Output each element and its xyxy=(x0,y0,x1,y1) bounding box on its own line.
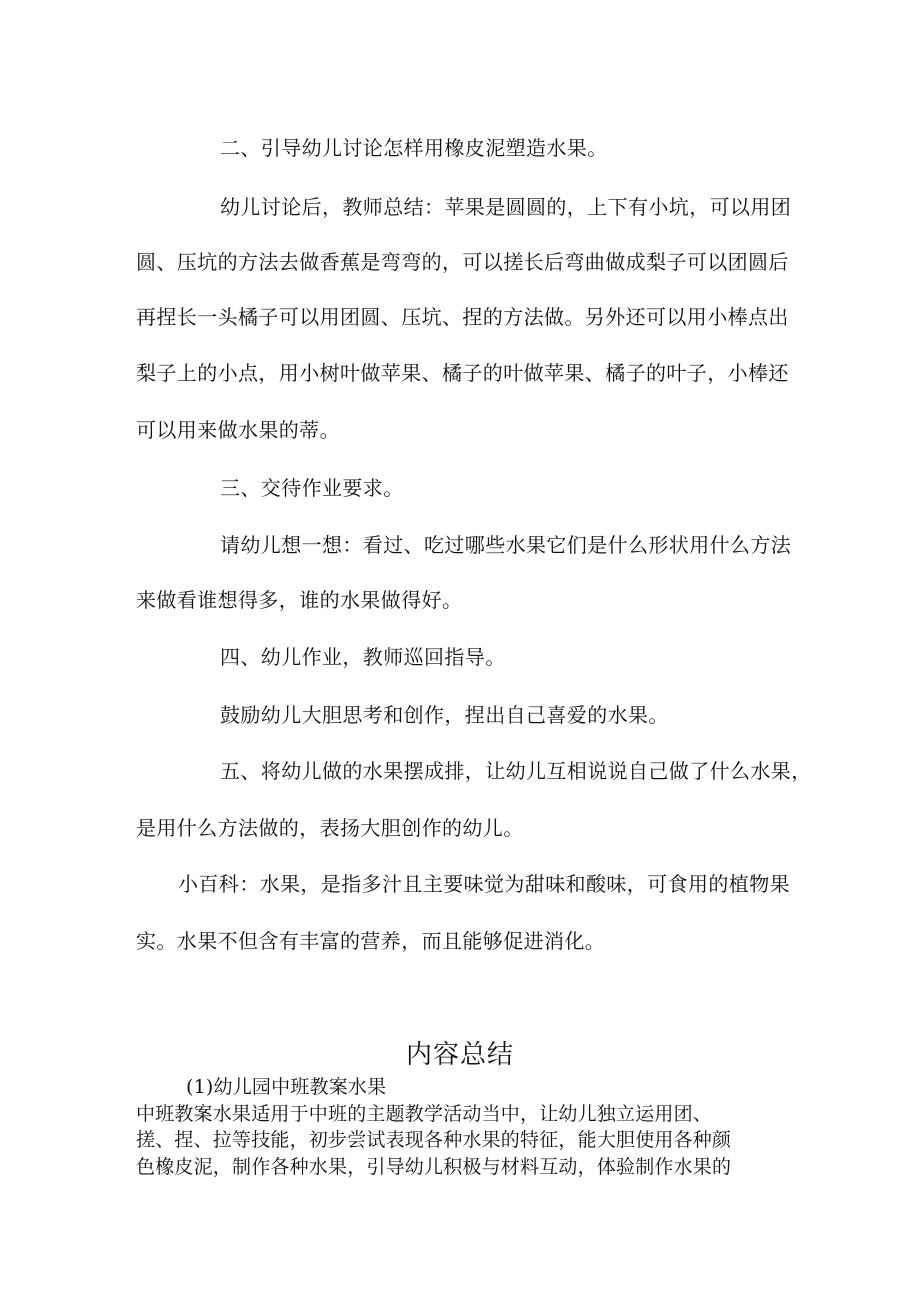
summary-line: 色橡皮泥，制作各种水果，引导幼儿积极与材料互动，体验制作水果的 xyxy=(136,1156,732,1178)
summary-line: 搓、捏、拉等技能，初步尝试表现各种水果的特征，能大胆使用各种颜 xyxy=(136,1129,732,1151)
paragraph-line: 可以用来做水果的蒂。 xyxy=(136,418,340,442)
section-heading-4: 四、幼儿作业，教师巡回指导。 xyxy=(220,645,506,669)
paragraph-line: 圆、压坑的方法去做香蕉是弯弯的，可以搓长后弯曲做成梨子可以团圆后 xyxy=(136,250,789,274)
paragraph-line: 鼓励幼儿大胆思考和创作，捏出自己喜爱的水果。 xyxy=(220,703,669,727)
paragraph-line: 实。水果不但含有丰富的营养，而且能够促进消化。 xyxy=(136,929,606,953)
section-heading-2: 二、引导幼儿讨论怎样用橡皮泥塑造水果。 xyxy=(220,136,608,160)
section-heading-3: 三、交待作业要求。 xyxy=(220,476,404,500)
paragraph-line: 是用什么方法做的，表扬大胆创作的幼儿。 xyxy=(136,816,524,840)
section-heading-5: 五、将幼儿做的水果摆成排，让幼儿互相说说自己做了什么水果， xyxy=(220,759,812,783)
paragraph-line: 幼儿讨论后，教师总结：苹果是圆圆的，上下有小坑，可以用团 xyxy=(220,195,792,219)
paragraph-line: 来做看谁想得多，谁的水果做得好。 xyxy=(136,588,463,612)
encyclopedia-note: 小百科：水果，是指多汁且主要味觉为甜味和酸味，可食用的植物果 xyxy=(178,872,790,896)
summary-item-heading: (1)幼儿园中班教案水果 xyxy=(186,1076,387,1098)
paragraph-line: 梨子上的小点，用小树叶做苹果、橘子的叶做苹果、橘子的叶子，小棒还 xyxy=(136,361,789,385)
paragraph-line: 再捏长一头橘子可以用团圆、压坑、捏的方法做。另外还可以用小棒点出 xyxy=(136,305,789,329)
summary-line: 中班教案水果适用于中班的主题教学活动当中，让幼儿独立运用团、 xyxy=(136,1103,713,1125)
paragraph-line: 请幼儿想一想：看过、吃过哪些水果它们是什么形状用什么方法 xyxy=(220,533,792,557)
summary-title: 内容总结 xyxy=(405,1040,514,1070)
